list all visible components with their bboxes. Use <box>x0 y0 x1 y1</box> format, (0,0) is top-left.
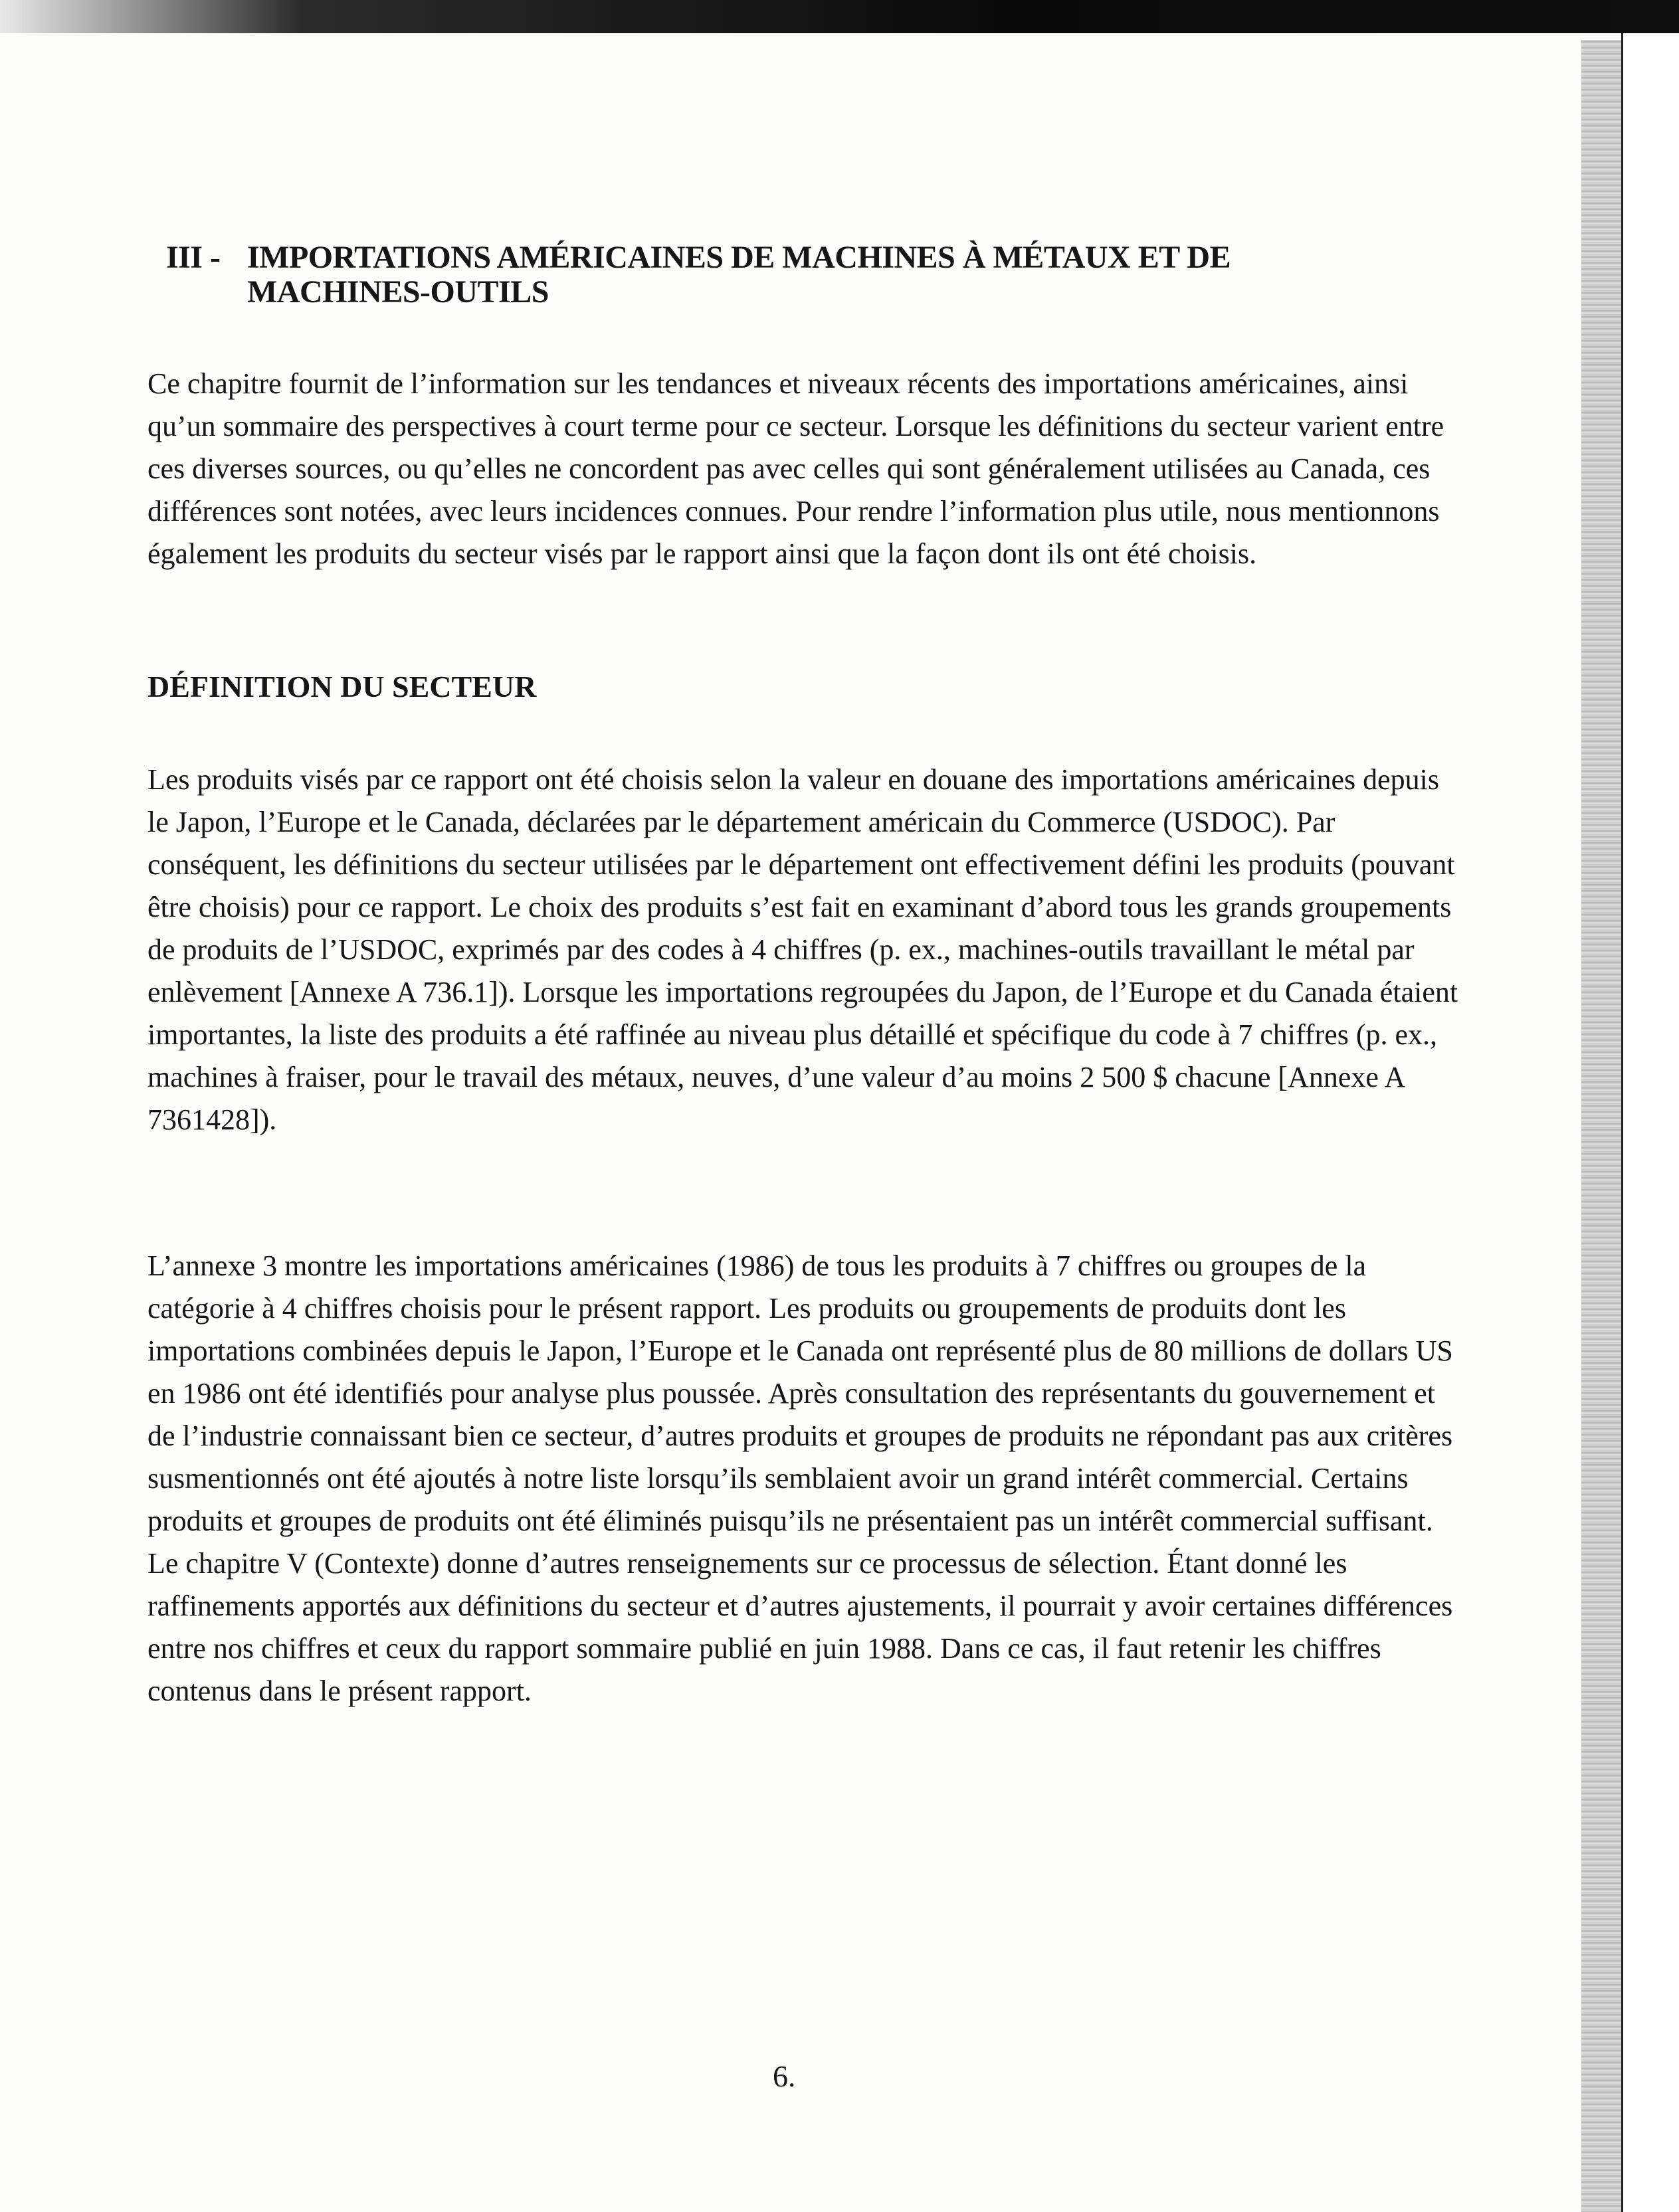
section-title <box>247 240 1510 310</box>
definition-paragraph-2: L’annexe 3 montre les importations américaines (1986) de tous les produits à 7 chiffres ou groupes de la catégorie à 4 chiffres choisis pour le présent rapport. Les produits ou groupements de produits dont les importations combinées depuis le Japon, l’Europe et le Canada ont représenté plus de 80 millions de dollars US en 1986 ont été identifiés pour analyse plus poussée. Après consultation des représentants du gouvernement et de l’industrie connaissant bien ce secteur, d’autres produits et groupes de produits ne répondant pas aux critères susmentionnés ont été ajoutés à notre liste lorsqu’ils semblaient avoir un grand intérêt commercial. Certains produits et groupes de produits ont été éliminés puisqu’ils ne présentaient pas un intérêt commercial suffisant. Le chapitre V (Contexte) donne d’autres renseignements sur ce processus de sélection. Étant donné les raffinements apportés aux définitions du secteur et d’autres ajustements, il pourrait y avoir certaines différences entre nos chiffres et ceux du rapport sommaire publié en juin 1988. Dans ce cas, il faut retenir les chiffres contenus dans le présent rapport. <box>148 1249 1453 1707</box>
scan-right-margin <box>1621 33 1679 2212</box>
subsection-heading: DÉFINITION DU SECTEUR <box>148 670 537 703</box>
scan-top-border <box>0 0 1679 33</box>
intro-paragraph: Ce chapitre fournit de l’information sur les tendances et niveaux récents des importations américaines, ainsi qu’un sommaire des perspectives à court terme pour ce secteur. Lorsque les définitions du secteur varient entre ces diverses sources, ou qu’elles ne concordent pas avec celles qui sont généralement utilisées au Canada, ces différences sont notées, avec leurs incidences connues. Pour rendre l’information plus utile, nous mentionnons également les produits du secteur visés par le rapport ainsi que la façon dont ils ont été choisis. <box>148 367 1444 570</box>
page-number: 6. <box>773 2059 796 2093</box>
section-number: III - <box>166 240 221 275</box>
definition-paragraph-1: Les produits visés par ce rapport ont été choisis selon la valeur en douane des importations américaines depuis le Japon, l’Europe et le Canada, déclarées par le département américain du Commerce (USDOC). Par conséquent, les définitions du secteur utilisées par le département ont effectivement défini les produits (pouvant être choisis) pour ce rapport. Le choix des produits s’est fait en examinant d’abord tous les grands groupements de produits de l’USDOC, exprimés par des codes à 4 chiffres (p. ex., machines-outils travaillant le métal par enlèvement [Annexe A 736.1]). Lorsque les importations regroupées du Japon, de l’Europe et du Canada étaient importantes, la liste des produits a été raffinée au niveau plus détaillé et spécifique du code à 7 chiffres (p. ex., machines à fraiser, pour le travail des métaux, neuves, d’une valeur d’au moins 2 500 $ chacune [Annexe A 7361428]). <box>148 763 1458 1136</box>
section-title-line-1: IMPORTATIONS AMÉRICAINES DE MACHINES À MÉTAUX ET DE <box>247 240 1231 275</box>
section-title-line-2: MACHINES-OUTILS <box>247 274 549 310</box>
scan-right-edge <box>1581 40 1621 2212</box>
